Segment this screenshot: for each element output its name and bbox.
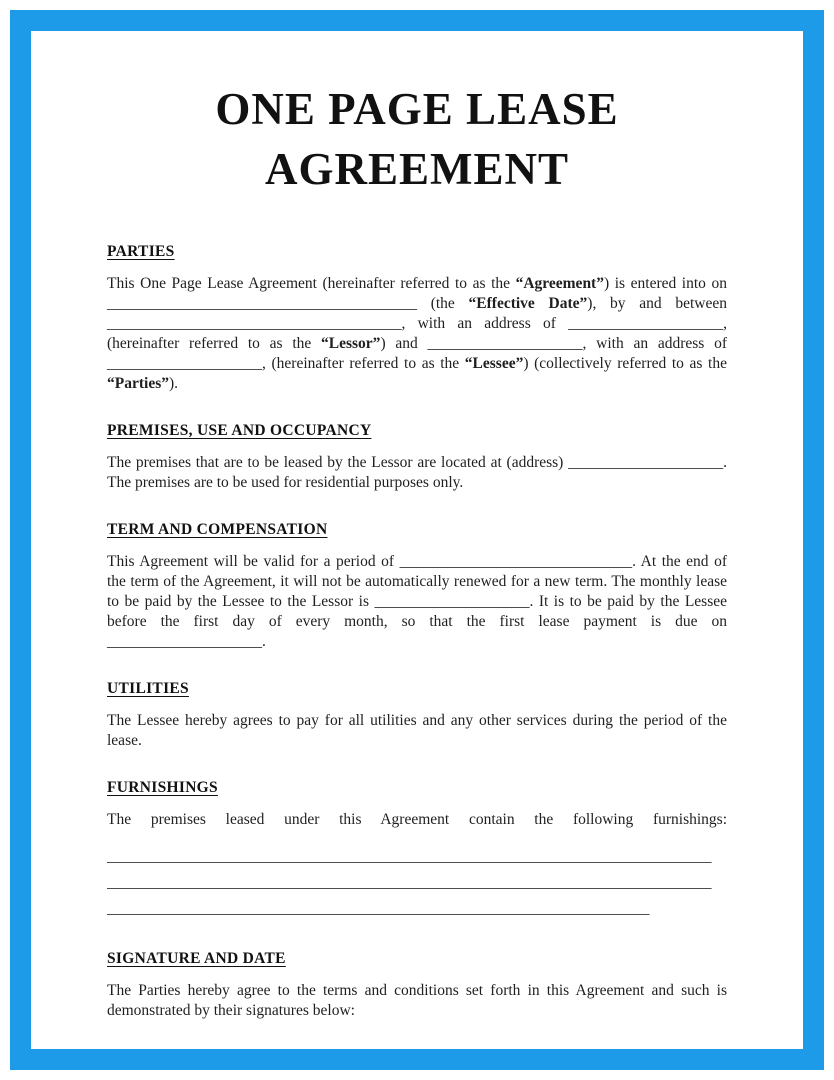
text-run: . The premises are to be used for residential purposes only. — [107, 454, 727, 491]
section-term — [107, 521, 727, 652]
text-run: (the — [417, 295, 469, 312]
section-heading: UTILITIES — [107, 680, 189, 697]
blank-field: ______________________________________ — [107, 315, 402, 332]
section-heading: FURNISHINGS — [107, 779, 218, 796]
paragraph — [107, 552, 727, 652]
section-signature — [107, 950, 727, 1021]
blank-field: ____________________ — [568, 315, 724, 332]
section-premises — [107, 422, 727, 493]
blank-field: ____________________ — [568, 454, 724, 471]
bold-term: “Agreement” — [515, 275, 604, 292]
text-run: , with an address of — [582, 335, 727, 352]
text-run: ) is entered into on — [603, 275, 727, 292]
blank-field: ____________________ — [107, 355, 262, 372]
text-run: This Agreement will be valid for a period of — [107, 553, 400, 570]
text-run: . At the end of the term of the Agreement, it will not be automatically renewed for a new term. The monthly lease to be paid by the Lessee to the Lessor is — [107, 553, 727, 610]
blank-line: ______________________________________________________________________ — [107, 900, 650, 917]
paragraph — [107, 810, 727, 830]
section-furnishings — [107, 779, 727, 922]
text-run: The premises leased under this Agreement contain the following furnishings: — [107, 811, 727, 828]
section-heading: SIGNATURE AND DATE — [107, 950, 286, 967]
text-run: ) and — [380, 335, 428, 352]
blank-field: ______________________________ — [399, 553, 633, 570]
blank-field: ____________________ — [374, 593, 530, 610]
bold-term: “Effective Date” — [468, 295, 588, 312]
blank-field: ____________________ — [107, 633, 262, 650]
paragraph — [107, 711, 727, 751]
text-run: The Parties hereby agree to the terms and conditions set forth in this Agreement and such is demonstrated by their signatures below: — [107, 982, 727, 1019]
text-run: , (hereinafter referred to as the — [262, 355, 465, 372]
blank-line: ______________________________________________________________________________ — [107, 848, 712, 865]
text-run: ), by and between — [587, 295, 727, 312]
section-parties — [107, 243, 727, 394]
paragraph — [107, 453, 727, 493]
bold-term: “Parties” — [107, 375, 169, 392]
document-title — [107, 79, 727, 199]
section-heading: PREMISES, USE AND OCCUPANCY — [107, 422, 372, 439]
page-border — [10, 10, 824, 1070]
section-utilities — [107, 680, 727, 751]
text-run: . — [262, 633, 266, 650]
text-run: ) (collectively referred to as the — [523, 355, 727, 372]
blank-field: ____________________ — [427, 335, 583, 352]
text-run: ). — [168, 375, 179, 392]
text-run: The Lessee hereby agrees to pay for all utilities and any other services during the period of the lease. — [107, 712, 727, 749]
bold-term: “Lessor” — [321, 335, 381, 352]
paragraph — [107, 274, 727, 394]
document-page — [31, 31, 803, 1049]
text-run: This One Page Lease Agreement (hereinafter referred to as the — [107, 275, 516, 292]
section-heading: TERM AND COMPENSATION — [107, 521, 328, 538]
text-run: The premises that are to be leased by the Lessor are located at (address) — [107, 454, 569, 471]
blank-field: ________________________________________ — [107, 295, 417, 312]
section-heading: PARTIES — [107, 243, 175, 260]
paragraph — [107, 981, 727, 1021]
text-run: . It is to be paid by the Lessee before the first day of every month, so that the first lease payment is due on — [107, 593, 727, 630]
text-run: , (hereinafter referred to as the — [107, 315, 727, 352]
text-run: , with an address of — [401, 315, 569, 332]
bold-term: “Lessee” — [464, 355, 524, 372]
document-title-line2: AGREEMENT — [264, 144, 570, 194]
document-title-line1: ONE PAGE LEASE — [215, 84, 619, 134]
blank-line: ______________________________________________________________________________ — [107, 874, 712, 891]
document-sections — [107, 243, 727, 1021]
